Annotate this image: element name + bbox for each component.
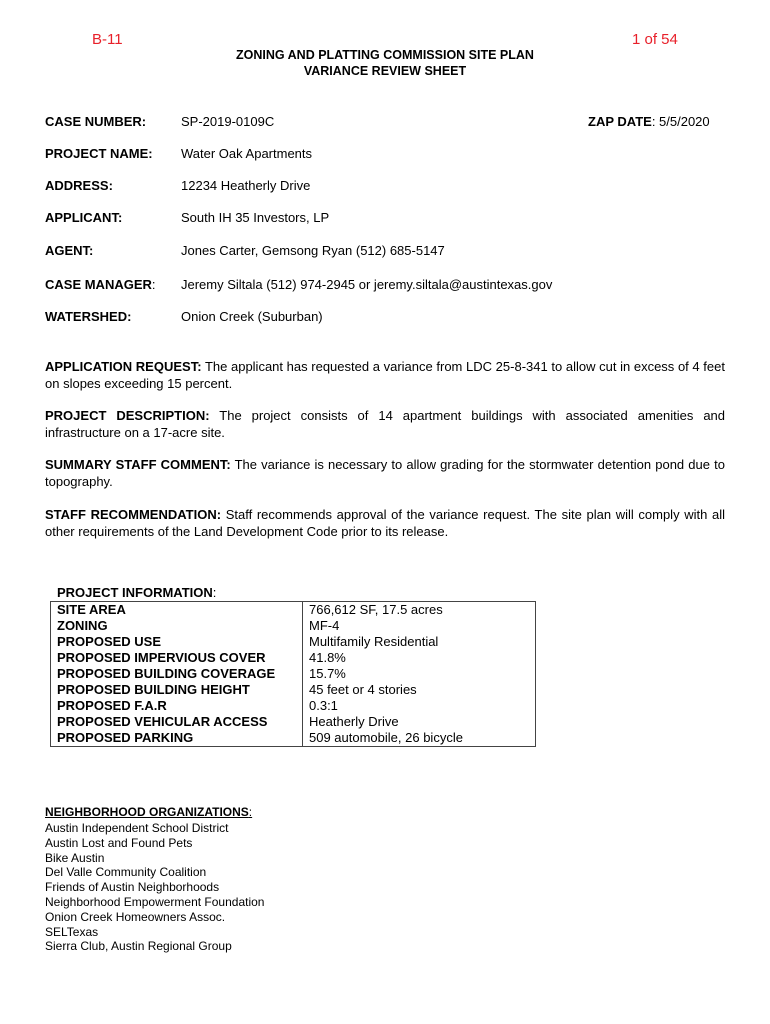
project-information-title: PROJECT INFORMATION [57,585,213,600]
table-row [51,698,536,714]
list-item: Sierra Club, Austin Regional Group [45,939,232,954]
case-number-value: SP-2019-0109C [181,114,275,129]
project-information-colon: : [212,585,217,600]
project-description [45,407,725,441]
table-cell-label: PROPOSED PARKING [51,730,303,747]
application-request-label: APPLICATION REQUEST: [45,359,202,374]
table-cell-label: PROPOSED BUILDING COVERAGE [51,666,303,682]
summary-staff-comment [45,456,725,490]
table-cell-value: Multifamily Residential [303,634,536,650]
list-item: Austin Lost and Found Pets [45,835,193,850]
agent-value: Jones Carter, Gemsong Ryan (512) 685-5147 [181,243,445,258]
neighborhood-organizations-list [45,821,264,954]
table-cell-value: 15.7% [303,666,536,682]
table-cell-value: 766,612 SF, 17.5 acres [303,602,536,619]
neighborhood-organizations-heading [45,805,252,819]
zap-date-label: ZAP DATE [588,114,652,129]
table-cell-value: 41.8% [303,650,536,666]
table-row [51,682,536,698]
table-row [51,714,536,730]
summary-staff-comment-text: The variance is necessary to allow grading for the stormwater detention pond due to topography. [45,457,725,489]
project-information-table [50,601,536,747]
zap-date-value: : 5/5/2020 [651,114,710,129]
list-item: Onion Creek Homeowners Assoc. [45,909,226,924]
staff-recommendation [45,506,725,540]
list-item: Del Valle Community Coalition [45,865,207,880]
table-cell-label: PROPOSED F.A.R [51,698,303,714]
application-request [45,358,725,392]
project-description-text: The project consists of 14 apartment buildings with associated amenities and infrastructure on a 17-acre site. [45,408,726,440]
table-cell-value: 0.3:1 [303,698,536,714]
table-row [51,666,536,682]
project-name-value: Water Oak Apartments [181,146,313,161]
table-row [51,602,536,619]
list-item: SELTexas [45,924,99,939]
summary-staff-comment-label: SUMMARY STAFF COMMENT: [45,457,231,472]
table-cell-value: MF-4 [303,618,536,634]
agenda-item-label: B-11 [92,31,123,48]
case-manager-colon: : [151,277,156,292]
document-subtitle: VARIANCE REVIEW SHEET [303,64,467,78]
page-indicator: 1 of 54 [632,31,678,48]
staff-recommendation-label: STAFF RECOMMENDATION: [45,507,222,522]
table-cell-label: PROPOSED IMPERVIOUS COVER [51,650,303,666]
case-manager-label-group [45,277,156,292]
neighborhood-organizations-colon: : [248,805,253,819]
table-row [51,634,536,650]
table-cell-value: Heatherly Drive [303,714,536,730]
applicant-value: South IH 35 Investors, LP [181,210,330,225]
list-item: Friends of Austin Neighborhoods [45,880,220,895]
table-row [51,618,536,634]
project-description-label: PROJECT DESCRIPTION: [45,408,210,423]
list-item: Austin Independent School District [45,821,229,835]
table-cell-label: PROPOSED USE [51,634,303,650]
case-manager-value: Jeremy Siltala (512) 974-2945 or jeremy.siltala@austintexas.gov [181,277,553,292]
application-request-text: The applicant has requested a variance from LDC 25-8-341 to allow cut in excess of 4 feet on slopes exceeding 15 percent. [45,359,725,391]
list-item: Bike Austin [45,850,105,865]
applicant-label: APPLICANT: [45,210,123,225]
address-value: 12234 Heatherly Drive [181,178,311,193]
address-label: ADDRESS: [45,178,113,193]
table-cell-value: 45 feet or 4 stories [303,682,536,698]
zap-date [588,114,710,129]
table-cell-value: 509 automobile, 26 bicycle [303,730,536,747]
table-row [51,730,536,747]
table-cell-label: SITE AREA [51,602,303,619]
project-information-heading [57,585,216,600]
list-item: Neighborhood Empowerment Foundation [45,894,265,909]
case-manager-label: CASE MANAGER [45,277,152,292]
document-title: ZONING AND PLATTING COMMISSION SITE PLAN [236,48,534,62]
table-cell-label: PROPOSED BUILDING HEIGHT [51,682,303,698]
neighborhood-organizations-title: NEIGHBORHOOD ORGANIZATIONS [45,805,249,819]
case-number-label: CASE NUMBER: [45,114,147,129]
watershed-label: WATERSHED: [45,309,132,324]
watershed-value: Onion Creek (Suburban) [181,309,323,324]
agent-label: AGENT: [45,243,94,258]
staff-recommendation-text: Staff recommends approval of the variance request. The site plan will comply with all other requirements of the Land Development Code prior to its release. [45,507,725,539]
table-row [51,650,536,666]
table-cell-label: PROPOSED VEHICULAR ACCESS [51,714,303,730]
project-name-label: PROJECT NAME: [45,146,153,161]
table-cell-label: ZONING [51,618,303,634]
